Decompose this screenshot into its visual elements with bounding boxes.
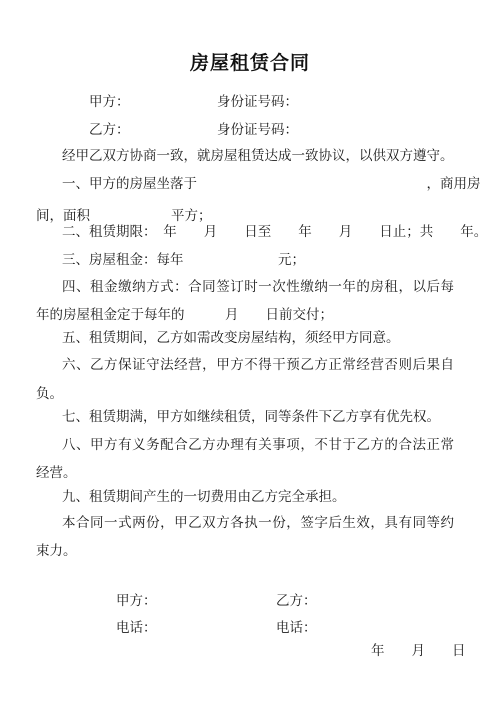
closing-line: 束力。 (36, 543, 77, 559)
clause-line: 二、租赁期限： 年 月 日至 年 月 日止；共 年。 (62, 224, 488, 240)
clause-9 (62, 488, 454, 506)
closing-line: 本合同一式两份，甲乙双方各执一份，签字后生效，具有同等约 (62, 515, 454, 531)
clause-2 (62, 223, 488, 241)
clause-line: 四、租金缴纳方式：合同签订时一次性缴纳一年的房租，以后每 (62, 279, 454, 295)
party-a-label: 甲方： (89, 94, 130, 110)
clause-4 (36, 278, 454, 324)
clause-line: 九、租赁期间产生的一切费用由乙方完全承担。 (62, 489, 346, 505)
signature-party-a: 甲方： (116, 593, 157, 609)
document-title: 房屋租赁合同 (189, 52, 310, 74)
clause-6 (36, 356, 454, 403)
party-a-id-label: 身份证号码： (217, 94, 298, 110)
clause-line: 一、甲方的房屋坐落于 ，商用房 (62, 176, 481, 192)
party-b-id-label: 身份证号码： (217, 122, 298, 138)
phone-party-b: 电话： (276, 620, 317, 636)
clause-line: 八、甲方有义务配合乙方办理有关事项，不甘于乙方的合法正常 (62, 437, 454, 453)
clause-line: 五、租赁期间，乙方如需改变房屋结构，须经甲方同意。 (62, 330, 400, 346)
signing-date: 年 月 日 (371, 643, 466, 659)
clause-line: 年的房屋租金定于每年的 月 日前交付； (36, 307, 333, 323)
clause-line: 七、租赁期满，甲方如继续租赁，同等条件下乙方享有优先权。 (62, 409, 440, 425)
clause-3 (62, 251, 454, 269)
clause-8 (36, 436, 454, 482)
phone-party-a: 电话： (116, 620, 157, 636)
clause-line: 六、乙方保证守法经营，甲方不得干预乙方正常经营否则后果自 (62, 357, 454, 373)
party-b-label: 乙方： (89, 122, 130, 138)
signature-party-b: 乙方： (276, 593, 317, 609)
clause-line: 经营。 (36, 465, 77, 481)
clause-line: 间，面积 平方； (36, 208, 212, 224)
clause-1 (36, 175, 481, 225)
clause-7 (62, 408, 454, 426)
clause-5 (62, 329, 454, 347)
preamble: 经甲乙双方协商一致，就房屋租赁达成一致协议，以供双方遵守。 (62, 148, 454, 164)
clause-line: 三、房屋租金：每年 元； (62, 252, 305, 268)
clause-line: 负。 (36, 386, 63, 402)
closing-paragraph (36, 514, 454, 560)
